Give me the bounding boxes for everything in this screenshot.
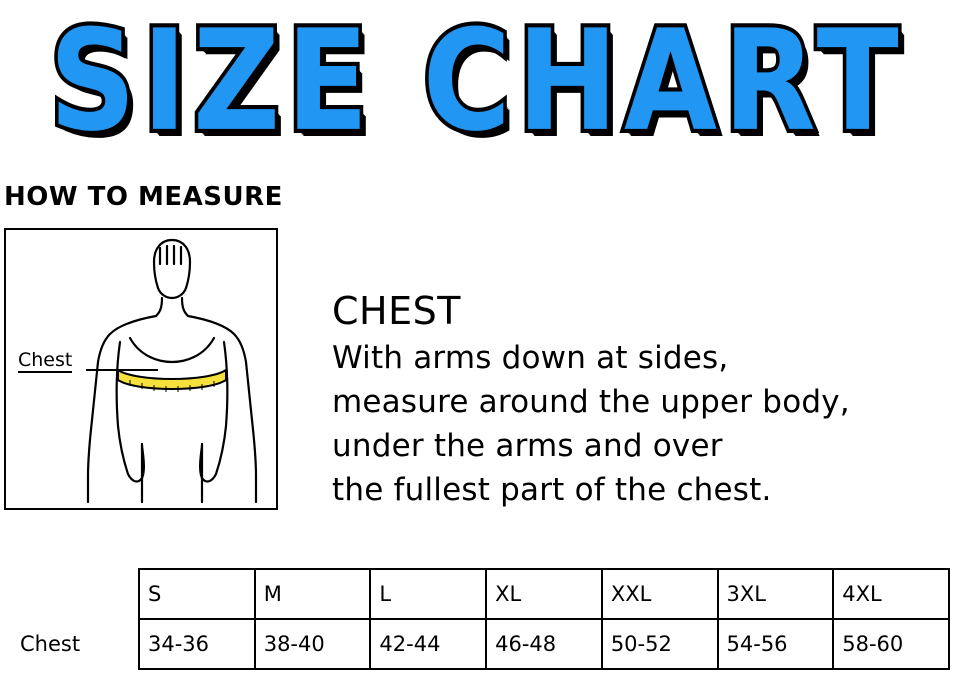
description-body xyxy=(332,336,942,512)
table-cell-chest-m: 38-40 xyxy=(255,619,371,669)
description-line-3: under the arms and over xyxy=(332,428,723,464)
how-to-measure-heading: HOW TO MEASURE xyxy=(4,182,283,212)
table-header-cell-s: S xyxy=(139,569,255,619)
table-header-cell-xxl: XXL xyxy=(602,569,718,619)
measurement-description xyxy=(332,288,942,512)
description-line-2: measure around the upper body, xyxy=(332,384,850,420)
size-table xyxy=(4,568,950,670)
table-header-cell-m: M xyxy=(255,569,371,619)
table-row xyxy=(4,619,949,669)
table-header-cell-l: L xyxy=(370,569,486,619)
table-corner-cell xyxy=(4,569,139,619)
chest-leader-line xyxy=(86,369,158,371)
description-line-4: the fullest part of the chest. xyxy=(332,472,772,508)
table-cell-chest-xxl: 50-52 xyxy=(602,619,718,669)
page-title-text: SIZE CHART xyxy=(49,0,905,162)
table-header-row xyxy=(4,569,949,619)
size-table-wrap xyxy=(4,568,950,670)
page-title xyxy=(0,0,954,162)
table-header-cell-xl: XL xyxy=(486,569,602,619)
table-cell-chest-3xl: 54-56 xyxy=(718,619,834,669)
table-cell-chest-l: 42-44 xyxy=(370,619,486,669)
chest-figure-label: Chest xyxy=(18,349,73,371)
table-header-cell-3xl: 3XL xyxy=(718,569,834,619)
description-line-1: With arms down at sides, xyxy=(332,340,729,376)
table-cell-chest-s: 34-36 xyxy=(139,619,255,669)
table-row-label-chest: Chest xyxy=(20,632,81,656)
description-heading: CHEST xyxy=(332,289,461,333)
table-cell-chest-xl: 46-48 xyxy=(486,619,602,669)
tape-measure xyxy=(118,370,226,392)
table-header-cell-4xl: 4XL xyxy=(833,569,949,619)
table-cell-chest-4xl: 58-60 xyxy=(833,619,949,669)
